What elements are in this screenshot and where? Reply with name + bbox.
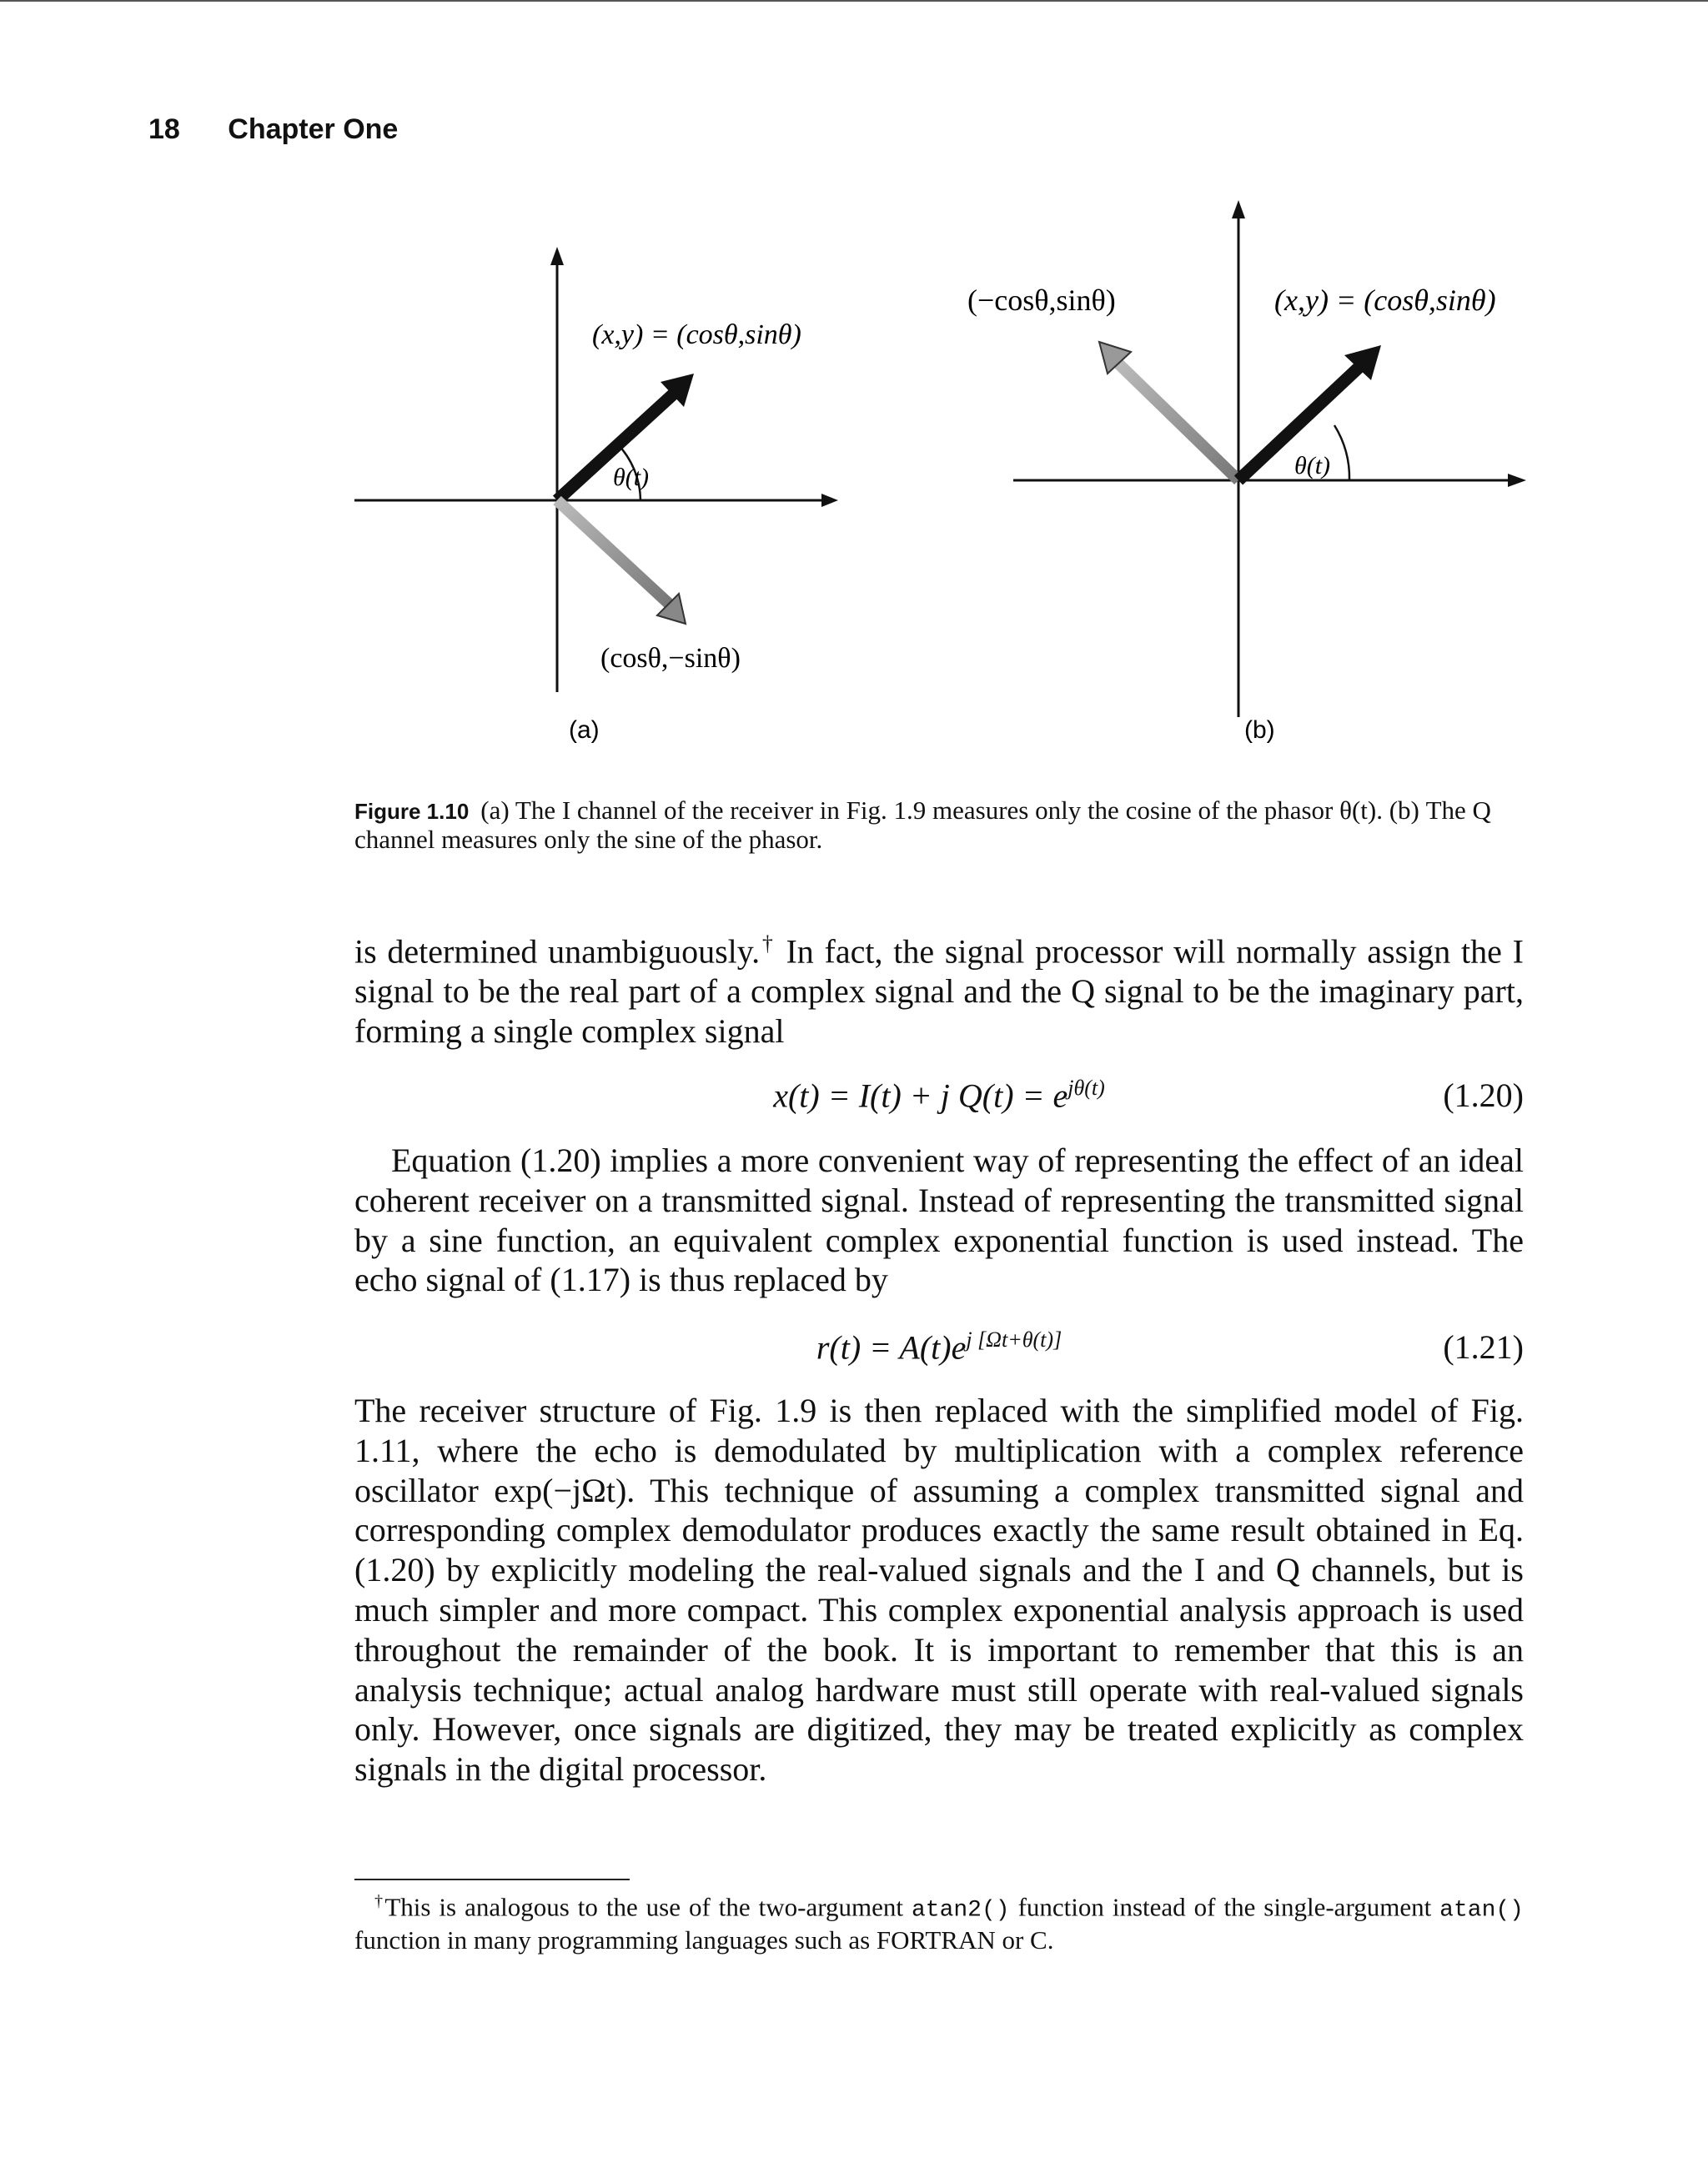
panel-b-left-vector	[1118, 363, 1238, 480]
footnote-mark: †	[374, 1892, 385, 1910]
equation-1-20	[354, 1076, 1524, 1117]
equation-1-21	[354, 1327, 1524, 1369]
panel-b-angle-arc	[1334, 425, 1349, 480]
panel-b-y-arrowhead	[1232, 200, 1245, 218]
equation-1-20-exponent: jθ(t)	[1068, 1076, 1105, 1100]
figure-caption	[354, 796, 1522, 854]
phasor-figure	[0, 0, 1708, 767]
equation-1-21-exponent: j [Ωt+θ(t)]	[966, 1327, 1062, 1352]
paragraph-2: Equation (1.20) implies a more convenient way of representing the effect of an ideal coherent receiver on a transmitted signal. Instead of representing the transmitted signal by a sine function, an equivalent complex exponential function is used instead. The echo signal of (1.17) is thus replaced by	[354, 1142, 1524, 1299]
equation-1-20-body: x(t) = I(t) + j Q(t) = e	[773, 1076, 1068, 1115]
paragraph-1	[354, 924, 1524, 1051]
footnote-rule	[354, 1879, 630, 1880]
panel-b-left-label: (−cosθ,sinθ)	[967, 284, 1116, 317]
figure-label: Figure 1.10	[354, 799, 470, 824]
footnote-text-1: This is analogous to the use of the two-argument	[384, 1892, 912, 1922]
panel-b-x-arrowhead	[1508, 474, 1526, 487]
footnote	[354, 1886, 1524, 1955]
paragraph-1-start: is determined unambiguously.	[354, 932, 761, 971]
footnote-code-atan2: atan2()	[911, 1897, 1010, 1924]
footnote-text-3: function in many programming languages such as FORTRAN or C.	[354, 1925, 1054, 1955]
panel-a-upper-label: (x,y) = (cosθ,sinθ)	[592, 319, 801, 350]
panel-b-right-label: (x,y) = (cosθ,sinθ)	[1274, 284, 1496, 317]
panel-b-label: (b)	[1244, 716, 1275, 744]
footnote-text-2: function instead of the single-argument	[1009, 1892, 1440, 1922]
panel-a-x-arrowhead	[821, 494, 838, 507]
panel-a-lower-label: (cosθ,−sinθ)	[600, 643, 741, 674]
panel-a-lower-vector	[557, 500, 669, 604]
paragraph-3: The receiver structure of Fig. 1.9 is then replaced with the simplified model of Fig. 1.11, where the echo is demodulated by multiplication with a complex reference oscillator exp(−jΩt). This technique of assuming a complex transmitted signal and corresponding complex demodulator produces exactly the same result obtained in Eq. (1.20) by explicitly modeling the real-valued signals and the I and Q channels, but is much simpler and more compact. This complex exponential analysis approach is used throughout the remainder of the book. It is important to remember that this is an analysis technique; actual analog hardware must still operate with real-valued signals only. However, once signals are digitized, they may be treated explicitly as complex signals in the digital processor.	[354, 1392, 1524, 1789]
panel-b	[967, 200, 1526, 744]
page-number: 18	[148, 113, 180, 145]
equation-1-21-number: (1.21)	[1443, 1328, 1524, 1366]
panel-a	[354, 247, 838, 744]
panel-a-y-arrowhead	[550, 247, 564, 265]
footnote-reference: †	[760, 931, 776, 956]
panel-b-angle-label: θ(t)	[1294, 452, 1331, 479]
caption-text: (a) The I channel of the receiver in Fig. 1.9 measures only the cosine of the phasor θ(t). (b) The Q channel measures only the sine of the phasor.	[354, 795, 1491, 854]
equation-1-21-body: r(t) = A(t)e	[816, 1328, 967, 1367]
paragraph-1-end: In fact, the signal processor will normally assign the I signal to be the real part of a complex signal and the Q signal to be the imaginary part, forming a single complex signal	[354, 932, 1524, 1050]
equation-1-20-number: (1.20)	[1443, 1076, 1524, 1114]
chapter-title: Chapter One	[228, 113, 399, 145]
panel-a-angle-label: θ(t)	[613, 464, 650, 491]
footnote-code-atan: atan()	[1439, 1897, 1524, 1924]
panel-a-label: (a)	[569, 716, 600, 744]
